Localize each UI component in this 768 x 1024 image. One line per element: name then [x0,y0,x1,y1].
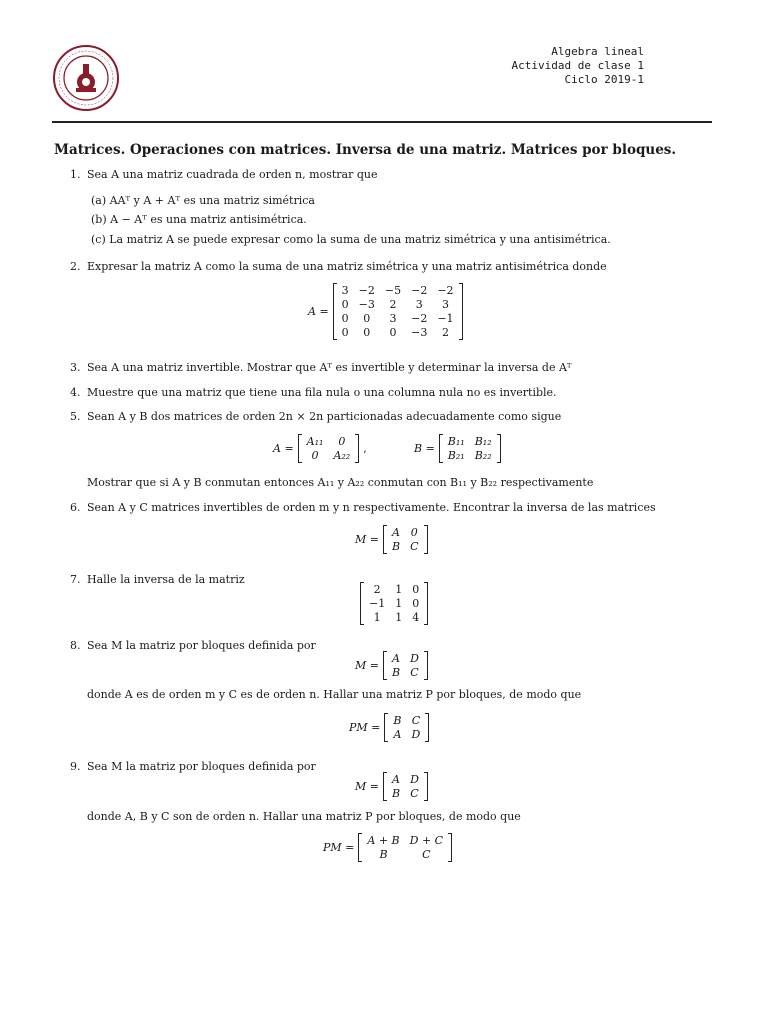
right-bracket [424,652,428,666]
matrix-cell: 1 [395,596,403,610]
q8-number: 8. [70,639,81,652]
right-bracket [424,611,428,625]
matrix-row [383,773,427,787]
matrix-cell: 3 [389,311,397,325]
matrix-cell: 3 [415,297,423,311]
q5-matrix-a [298,434,360,463]
matrix-row [333,326,462,340]
term: Ciclo 2019-1 [564,73,644,86]
q2-text: Expresar la matriz A como la suma de una matriz simétrica y una matriz antisimétrica donde [87,260,607,273]
right-bracket [425,714,429,728]
right-bracket [424,787,428,801]
matrix-cell: 0 [338,434,346,448]
right-bracket [424,583,428,597]
matrix-row [361,597,428,611]
q8-text-2: donde A es de orden m y C es de orden n. Hallar una matriz P por bloques, de modo que [87,688,582,701]
matrix-row [439,435,500,449]
matrix-cell: 0 [363,311,371,325]
matrix-cell: B₂₁ [447,448,465,462]
matrix-cell: 1 [373,610,381,624]
q8-label: M = [355,659,379,672]
matrix-cell: A + B [367,833,400,847]
page-title: Matrices. Operaciones con matrices. Inversa de una matriz. Matrices por bloques. [54,142,677,158]
matrix-cell: −2 [411,283,428,297]
matrix-cell: A₁₁ [306,434,324,448]
q2-label: A = [308,305,329,318]
matrix-row [333,284,462,298]
right-bracket [459,298,463,312]
matrix-row [361,583,428,597]
matrix-cell: A [393,727,402,741]
course-name: Algebra lineal [551,45,644,58]
q7-equation [360,582,428,625]
matrix-cell: 2 [373,582,381,596]
activity-name: Actividad de clase 1 [511,59,644,72]
matrix-row [439,449,500,463]
matrix-row [333,298,462,312]
q9-equation-2 [323,833,452,862]
matrix-cell: A [392,525,400,539]
matrix-cell: B [391,786,401,800]
matrix-cell: A [392,772,400,786]
q8-label-2: PM = [349,721,381,734]
right-bracket [448,848,452,862]
q5-text-2: Mostrar que si A y B conmutan entonces A₁₁ y A₂₂ conmutan con B₁₁ y B₂₂ respectivamente [87,476,594,489]
q9-number: 9. [70,760,81,773]
matrix-cell: −1 [437,311,454,325]
matrix-row [298,435,359,449]
right-bracket [459,312,463,326]
q5-label-a: A = [273,442,294,455]
q2-equation [308,283,463,340]
matrix-row [383,787,427,801]
matrix-cell: 0 [311,448,319,462]
q5-number: 5. [70,410,81,423]
q7-text: Halle la inversa de la matriz [87,573,245,586]
q1-text: Sea A una matriz cuadrada de orden n, mostrar que [87,168,378,181]
matrix-cell: B [391,665,401,679]
q9-matrix-2 [358,833,452,862]
q8-matrix [383,651,428,680]
matrix-cell: −2 [411,311,428,325]
matrix-cell: C [410,786,419,800]
matrix-cell: 3 [341,283,349,297]
matrix-cell: B₁₂ [474,434,492,448]
q1-number: 1. [70,168,81,181]
right-bracket [424,773,428,787]
matrix-cell: C [410,539,419,553]
matrix-cell: −1 [369,596,386,610]
matrix-cell: −5 [384,283,402,297]
q5-matrix-b [439,434,501,463]
matrix-cell: D + C [409,833,444,847]
q8-equation [355,651,428,680]
q6-number: 6. [70,501,81,514]
q8-matrix-2 [384,713,429,742]
q6-label: M = [355,533,379,546]
right-bracket [424,540,428,554]
right-bracket [497,435,501,449]
matrix-row [359,848,452,862]
q3-text: Sea A una matriz invertible. Mostrar que Aᵀ es invertible y determinar la inversa de Aᵀ [87,361,572,374]
q1-part-b: (b) A − Aᵀ es una matriz antisimétrica. [91,213,307,226]
matrix-cell: B₁₁ [447,434,465,448]
right-bracket [425,728,429,742]
right-bracket [355,449,359,463]
right-bracket [424,526,428,540]
q8-text: Sea M la matriz por bloques definida por [87,639,316,652]
matrix-row [361,611,428,625]
matrix-cell: B [393,713,402,727]
right-bracket [448,834,452,848]
q9-equation [355,772,428,801]
q1-part-a: (a) AAᵀ y A + Aᵀ es una matriz simétrica [91,194,315,207]
matrix-row [383,666,427,680]
q6-equation [355,525,428,554]
q5-equation-b [414,434,501,463]
matrix-cell: C [422,847,431,861]
matrix-cell: −3 [358,297,375,311]
matrix-cell: C [410,665,419,679]
matrix-cell: B [391,539,401,553]
matrix-cell: A [392,651,400,665]
q7-number: 7. [70,573,81,586]
q8-equation-2 [349,713,429,742]
q4-number: 4. [70,386,81,399]
header-block [508,45,644,87]
matrix-cell: B [379,847,388,861]
right-bracket [497,449,501,463]
matrix-row [298,449,359,463]
matrix-row [383,652,427,666]
matrix-cell: D [410,651,419,665]
right-bracket [424,597,428,611]
matrix-row [385,714,429,728]
q6-matrix [383,525,428,554]
q9-label-2: PM = [323,841,355,854]
matrix-row [385,728,429,742]
matrix-cell: 0 [363,325,371,339]
matrix-cell: 2 [389,297,397,311]
matrix-cell: −2 [358,283,375,297]
matrix-cell: 0 [389,325,397,339]
q2-matrix [333,283,463,340]
matrix-cell: 0 [341,325,349,339]
q5-label-b: B = [414,442,435,455]
matrix-cell: −2 [437,283,454,297]
matrix-cell: D [411,727,421,741]
matrix-cell: C [411,713,421,727]
matrix-row [383,526,427,540]
matrix-cell: 3 [441,297,449,311]
q4-text: Muestre que una matriz que tiene una fila nula o una columna nula no es invertible. [87,386,557,399]
matrix-cell: A₂₂ [333,448,351,462]
matrix-cell: B₂₂ [474,448,492,462]
matrix-cell: 0 [341,297,349,311]
right-bracket [355,435,359,449]
matrix-cell: −3 [411,325,428,339]
q9-text: Sea M la matriz por bloques definida por [87,760,316,773]
matrix-cell: 0 [412,596,420,610]
matrix-cell: 1 [395,610,403,624]
matrix-cell: 0 [410,525,418,539]
matrix-cell: 0 [341,311,349,325]
right-bracket [459,284,463,298]
q6-text: Sean A y C matrices invertibles de orden m y n respectivamente. Encontrar la inversa de las matrices [87,501,656,514]
university-seal-logo [52,44,120,112]
header-divider [52,121,712,123]
matrix-cell: D [410,772,419,786]
matrix-row [359,834,452,848]
q9-matrix [383,772,428,801]
q5-text: Sean A y B dos matrices de orden 2n × 2n particionadas adecuadamente como sigue [87,410,562,423]
q1-part-c: (c) La matriz A se puede expresar como la suma de una matriz simétrica y una antisimétrica. [91,233,611,246]
matrix-cell: 0 [412,582,420,596]
right-bracket [424,666,428,680]
matrix-row [383,540,427,554]
q9-text-2: donde A, B y C son de orden n. Hallar una matriz P por bloques, de modo que [87,810,521,823]
q5-equation-a [273,434,367,463]
q7-matrix [360,582,428,625]
q9-label: M = [355,780,379,793]
matrix-row [333,312,462,326]
matrix-cell: 2 [441,325,449,339]
matrix-cell: 1 [395,582,403,596]
matrix-cell: 4 [412,610,420,624]
right-bracket [459,326,463,340]
q5-comma: , [363,442,367,455]
q2-number: 2. [70,260,81,273]
q3-number: 3. [70,361,81,374]
